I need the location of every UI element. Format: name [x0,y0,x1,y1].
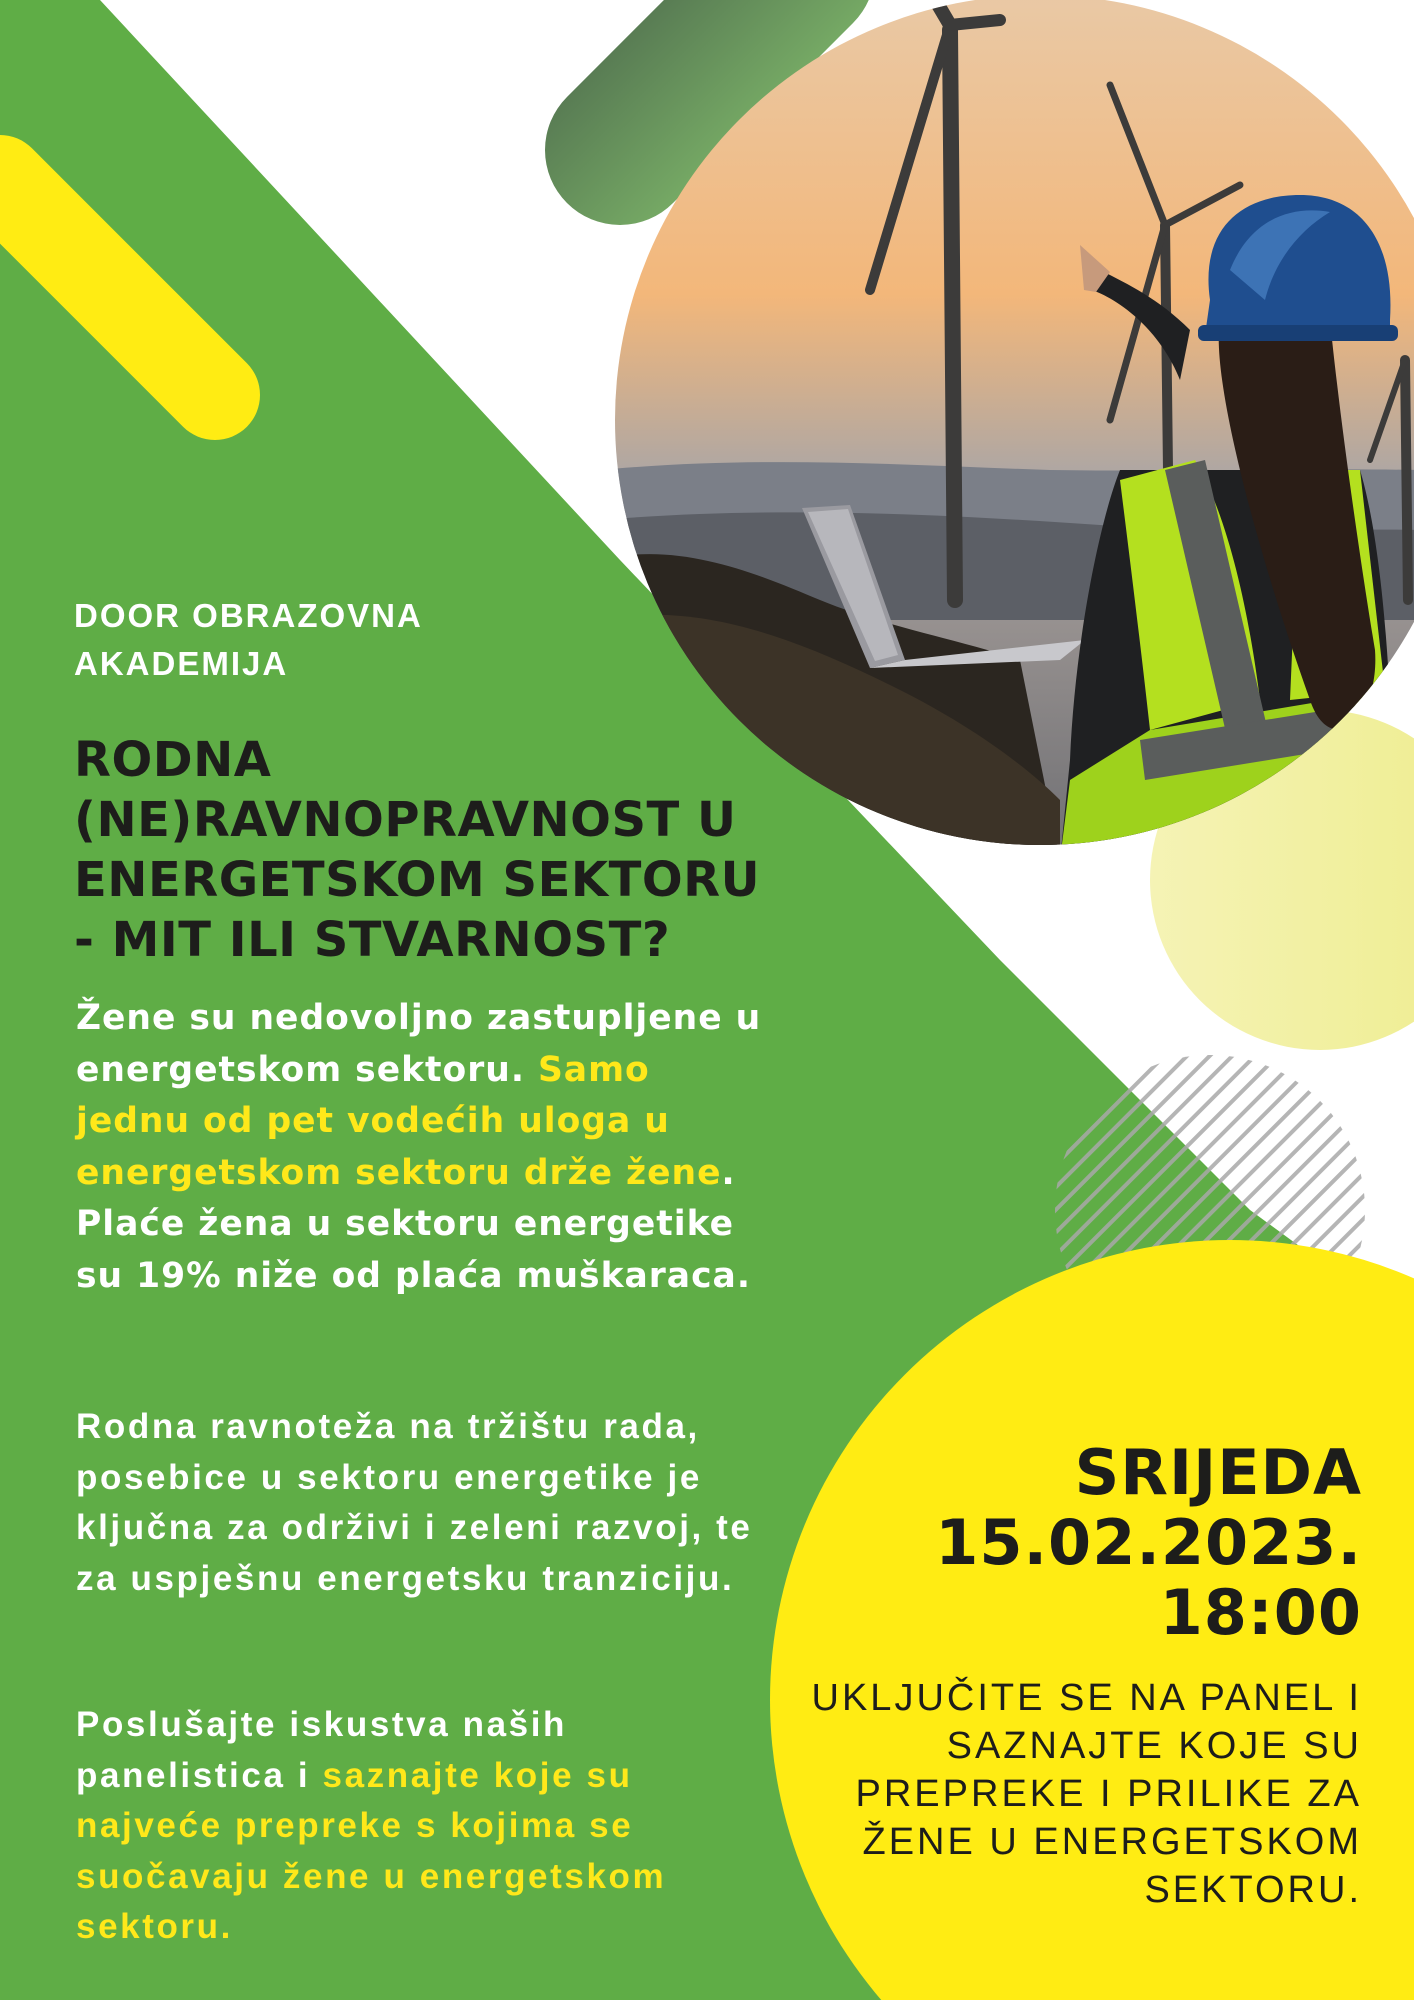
intro-text-part1: Žene su nedovoljno zastupljene u energetskom sektoru. [76,998,762,1090]
intro-highlight: Samo jednu od pet vodećih uloga u energetskom sektoru drže žene [76,1049,722,1193]
event-date: 15.02.2023. [935,1506,1362,1579]
event-time: 18:00 [1159,1576,1362,1649]
event-datetime [762,1438,1362,1648]
panel-text-part1: Poslušajte iskustva naših panelistica i [76,1705,568,1795]
panel-paragraph [76,1700,776,1953]
organizer-name: DOOR OBRAZOVNA AKADEMIJA [74,597,422,682]
event-day: SRIJEDA [1074,1436,1362,1509]
intro-text-part2: . Plaće žena u sektoru energetike su 19% niže od plaća muškaraca. [76,1152,751,1296]
balance-paragraph: Rodna ravnoteža na tržištu rada, posebice u sektoru energetike je ključna za održivi i zeleni razvoj, te za uspješnu energetsku tranziciju. [76,1407,753,1598]
call-to-action: UKLJUČITE SE NA PANEL I SAZNAJTE KOJE SU PREPREKE I PRILIKE ZA ŽENE U ENERGETSKOM SEKTORU. [811,1677,1362,1911]
panel-highlight: saznajte koje su najveće prepreke s kojima se suočavaju žene u energetskom sektoru. [76,1755,667,1946]
intro-paragraph [76,993,776,1302]
event-title: RODNA (NE)RAVNOPRAVNOST U ENERGETSKOM SEKTORU - MIT ILI STVARNOST? [74,732,761,968]
